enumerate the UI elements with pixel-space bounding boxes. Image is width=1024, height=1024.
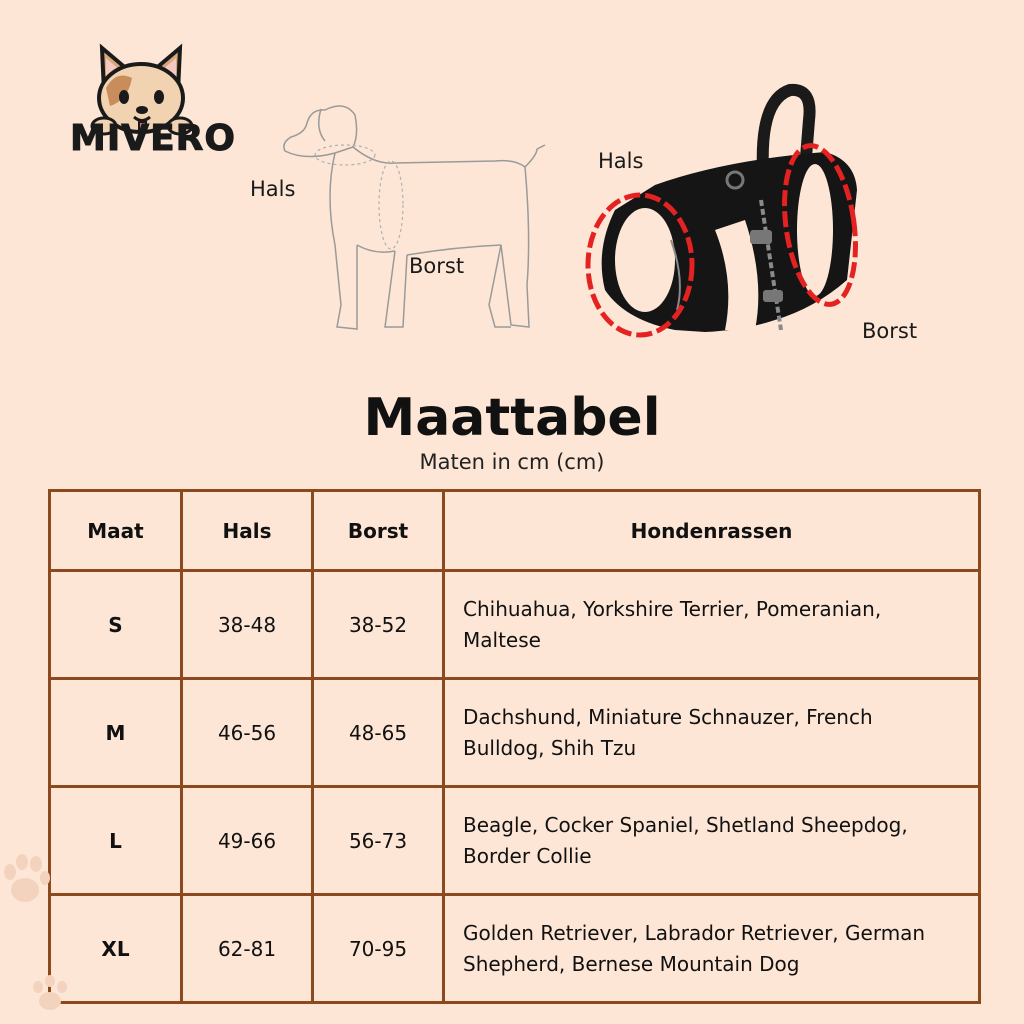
cell-neck: 62-81: [182, 895, 313, 1003]
cell-neck: 38-48: [182, 571, 313, 679]
table-row: [50, 787, 980, 895]
page-title: Maattabel: [363, 388, 661, 448]
table-row: [50, 895, 980, 1003]
header-breeds: Hondenrassen: [444, 491, 980, 571]
header-chest: Borst: [313, 491, 444, 571]
header-size: Maat: [50, 491, 182, 571]
cell-chest: 70-95: [313, 895, 444, 1003]
dog-measurement-illustration: [275, 95, 565, 345]
paw-print-icon: [0, 850, 50, 910]
cell-size: M: [50, 679, 182, 787]
brand-name: MIVERO: [70, 118, 236, 159]
cell-chest: 56-73: [313, 787, 444, 895]
table-header-row: [50, 491, 980, 571]
cell-neck: 49-66: [182, 787, 313, 895]
cell-breeds: Chihuahua, Yorkshire Terrier, Pomeranian, Maltese: [444, 571, 980, 679]
cell-chest: 38-52: [313, 571, 444, 679]
cell-size: L: [50, 787, 182, 895]
cell-breeds: Dachshund, Miniature Schnauzer, French Bulldog, Shih Tzu: [444, 679, 980, 787]
table-row: [50, 679, 980, 787]
cell-breeds: Beagle, Cocker Spaniel, Shetland Sheepdog, Border Collie: [444, 787, 980, 895]
dog-chest-label: Borst: [409, 254, 465, 278]
paw-print-icon: [30, 975, 70, 1015]
cell-breeds: Golden Retriever, Labrador Retriever, German Shepherd, Bernese Mountain Dog: [444, 895, 980, 1003]
dog-neck-label: Hals: [250, 177, 296, 201]
cell-chest: 48-65: [313, 679, 444, 787]
cell-size: S: [50, 571, 182, 679]
harness-illustration: [585, 80, 885, 350]
size-table: [48, 489, 981, 1004]
harness-chest-label: Borst: [862, 319, 918, 343]
cell-neck: 46-56: [182, 679, 313, 787]
table-row: [50, 571, 980, 679]
page-subtitle: Maten in cm (cm): [419, 450, 605, 474]
cell-size: XL: [50, 895, 182, 1003]
header-neck: Hals: [182, 491, 313, 571]
harness-neck-label: Hals: [598, 149, 644, 173]
